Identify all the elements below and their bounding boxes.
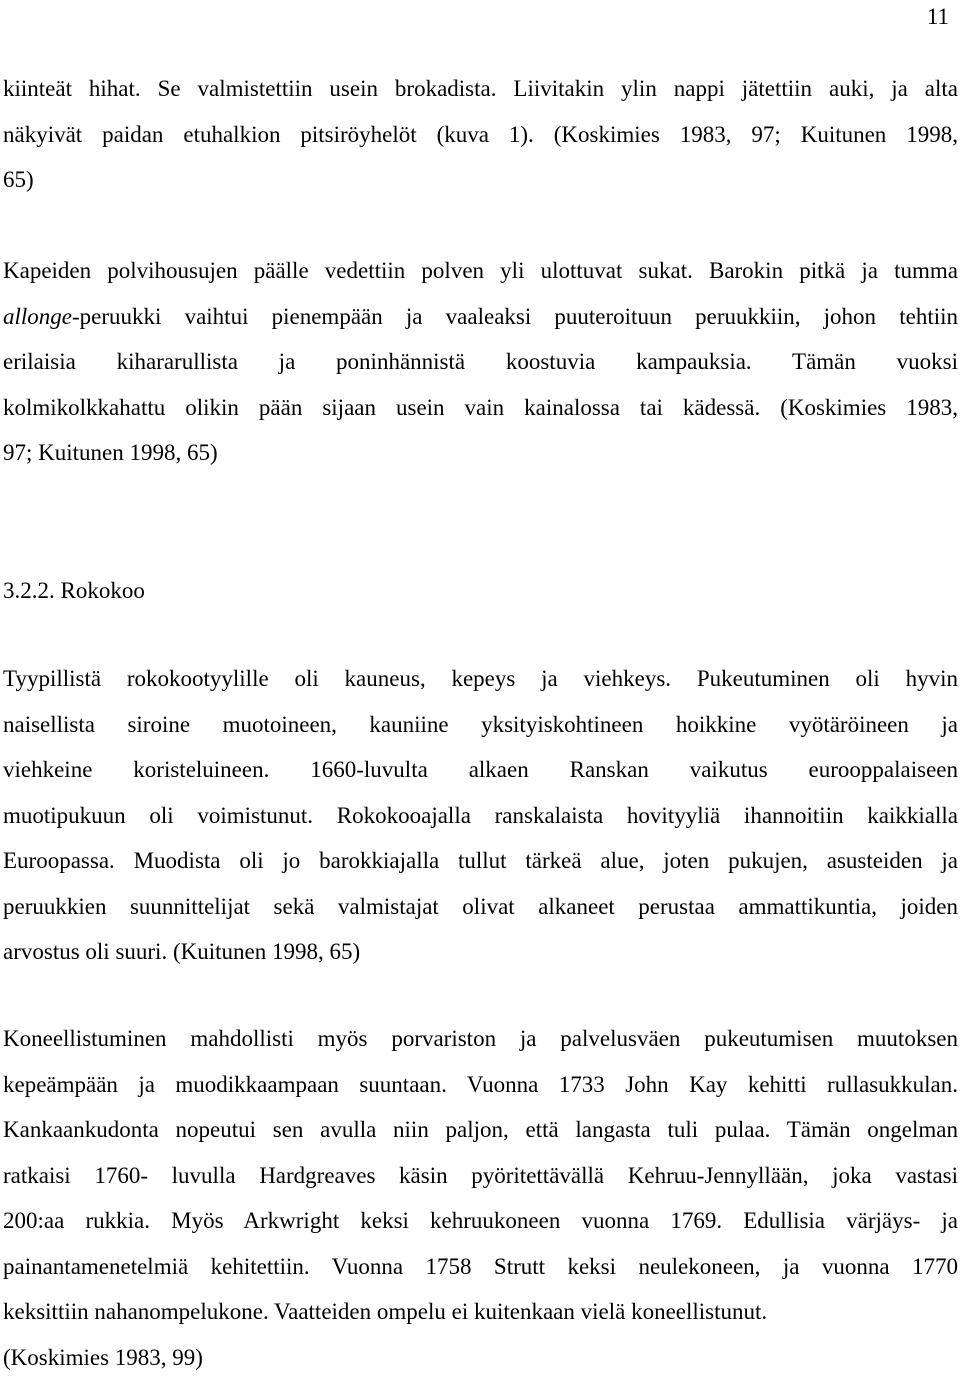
paragraph-line: ratkaisi 1760- luvulla Hardgreaves käsin pyöritettävällä Kehruu-Jennyllään, joka vastasi: [3, 1161, 958, 1207]
paragraph-line: [3, 302, 958, 348]
paragraph-line: 65): [3, 165, 958, 211]
paragraph-line-rest: -peruukki vaihtui pienempään ja vaaleaksi puuteroituun peruukkiin, johon tehtiin: [72, 304, 958, 329]
paragraph-line: Kapeiden polvihousujen päälle vedettiin polven yli ulottuvat sukat. Barokin pitkä ja tumma: [3, 256, 958, 302]
paragraph-line: muotipukuun oli voimistunut. Rokokooajalla ranskalaista hovityyliä ihannoitiin kaikkialla: [3, 801, 958, 847]
paragraph-line: Koneellistuminen mahdollisti myös porvariston ja palvelusväen pukeutumisen muutoksen: [3, 1024, 958, 1070]
paragraph-line: näkyivät paidan etuhalkion pitsiröyhelöt (kuva 1). (Koskimies 1983, 97; Kuitunen 1998,: [3, 120, 958, 166]
paragraph-1: [3, 74, 958, 211]
paragraph-line: arvostus oli suuri. (Kuitunen 1998, 65): [3, 937, 958, 983]
italic-term: allonge: [3, 304, 72, 329]
page-number: 11: [927, 4, 949, 30]
paragraph-line: erilaisia kihararullista ja poninhännistä koostuvia kampauksia. Tämän vuoksi: [3, 347, 958, 393]
paragraph-line: peruukkien suunnittelijat sekä valmistajat olivat alkaneet perustaa ammattikuntia, joiden: [3, 892, 958, 938]
paragraph-line: naisellista siroine muotoineen, kauniine yksityiskohtineen hoikkine vyötäröineen ja: [3, 710, 958, 756]
paragraph-2: [3, 256, 958, 484]
paragraph-3: [3, 664, 958, 983]
paragraph-line: painantamenetelmiä kehitettiin. Vuonna 1758 Strutt keksi neulekoneen, ja vuonna 1770: [3, 1252, 958, 1298]
paragraph-line: kepeämpään ja muodikkaampaan suuntaan. Vuonna 1733 John Kay kehitti rullasukkulan.: [3, 1070, 958, 1116]
paragraph-4: [3, 1024, 958, 1388]
section-heading: [3, 576, 958, 606]
paragraph-line: viehkeine koristeluineen. 1660-luvulta alkaen Ranskan vaikutus eurooppalaiseen: [3, 755, 958, 801]
paragraph-line: 97; Kuitunen 1998, 65): [3, 438, 958, 484]
paragraph-line: Tyypillistä rokokootyylille oli kauneus, kepeys ja viehkeys. Pukeutuminen oli hyvin: [3, 664, 958, 710]
paragraph-line: Kankaankudonta nopeutui sen avulla niin paljon, että langasta tuli pulaa. Tämän ongelman: [3, 1115, 958, 1161]
paragraph-line: 200:aa rukkia. Myös Arkwright keksi kehruukoneen vuonna 1769. Edullisia värjäys- ja: [3, 1206, 958, 1252]
paragraph-line: kolmikolkkahattu olikin pään sijaan usein vain kainalossa tai kädessä. (Koskimies 1983,: [3, 393, 958, 439]
paragraph-line: kiinteät hihat. Se valmistettiin usein brokadista. Liivitakin ylin nappi jätettiin auki, ja alta: [3, 74, 958, 120]
paragraph-line: (Koskimies 1983, 99): [3, 1343, 958, 1388]
section-heading-text: 3.2.2. Rokokoo: [3, 576, 958, 606]
paragraph-line: keksittiin nahanompelukone. Vaatteiden ompelu ei kuitenkaan vielä koneellistunut.: [3, 1297, 958, 1343]
paragraph-line: Euroopassa. Muodista oli jo barokkiajalla tullut tärkeä alue, joten pukujen, asusteiden ja: [3, 846, 958, 892]
